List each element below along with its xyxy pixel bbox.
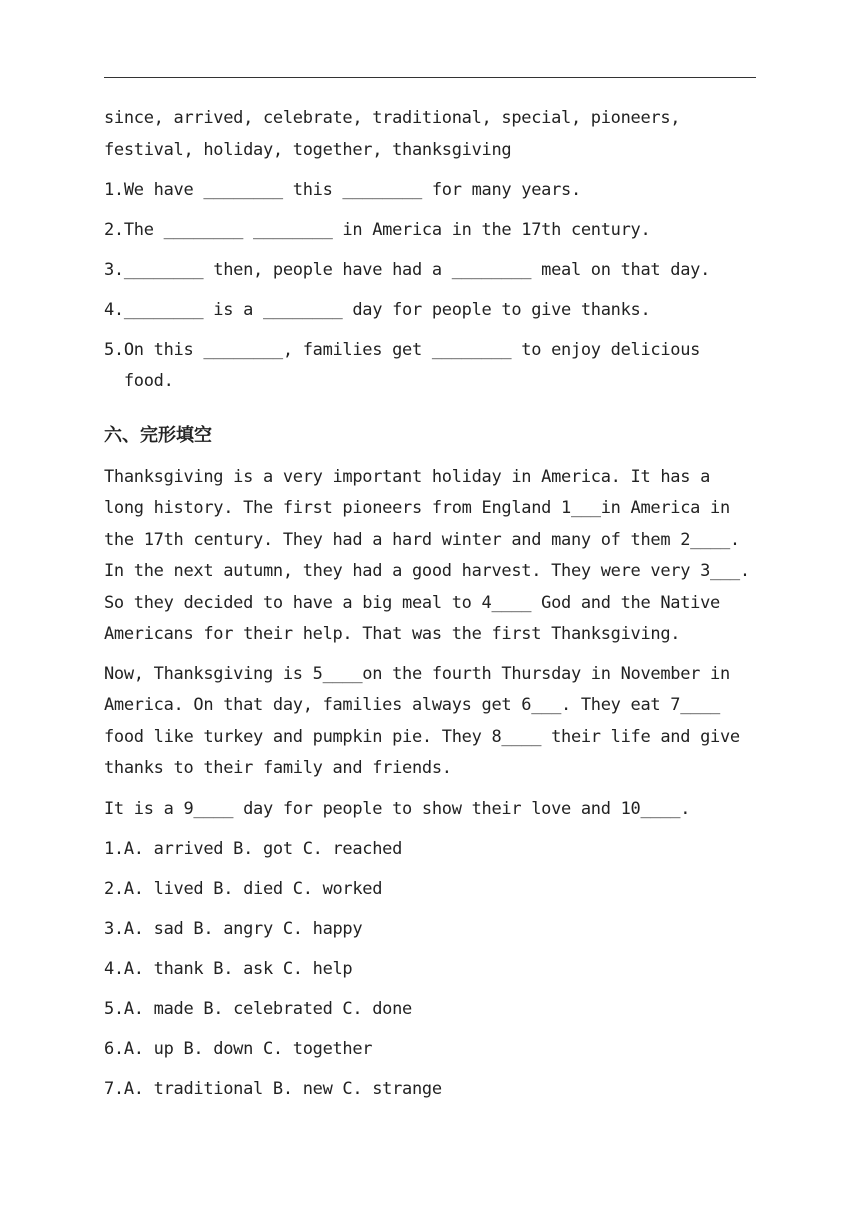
fill-blank-question: 2.The ________ ________ in America in the 17th century. xyxy=(104,220,651,240)
passage-line: Americans for their help. That was the first Thanksgiving. xyxy=(104,624,681,644)
passage-line: Now, Thanksgiving is 5____on the fourth Thursday in November in xyxy=(104,664,730,684)
option-line: 7.A. traditional B. new C. strange xyxy=(104,1079,442,1099)
passage-line: It is a 9____ day for people to show their love and 10____. xyxy=(104,799,691,819)
fill-blank-question: 1.We have ________ this ________ for many years. xyxy=(104,180,581,200)
option-line: 4.A. thank B. ask C. help xyxy=(104,959,353,979)
passage-line: America. On that day, families always get 6___. They eat 7____ xyxy=(104,695,720,715)
option-line: 5.A. made B. celebrated C. done xyxy=(104,999,412,1019)
option-line: 3.A. sad B. angry C. happy xyxy=(104,919,363,939)
word-bank-line: festival, holiday, together, thanksgiving xyxy=(104,140,512,160)
header-rule xyxy=(104,77,756,78)
fill-blank-question: 3.________ then, people have had a ________ meal on that day. xyxy=(104,260,711,280)
option-line: 2.A. lived B. died C. worked xyxy=(104,879,383,899)
passage-line: long history. The first pioneers from England 1___in America in xyxy=(104,498,730,518)
fill-blank-question: 5.On this ________, families get ________ to enjoy delicious xyxy=(104,340,701,360)
passage-line: So they decided to have a big meal to 4____ God and the Native xyxy=(104,593,720,613)
option-line: 6.A. up B. down C. together xyxy=(104,1039,373,1059)
passage-line: In the next autumn, they had a good harvest. They were very 3___. xyxy=(104,561,750,581)
option-line: 1.A. arrived B. got C. reached xyxy=(104,839,403,859)
word-bank-line: since, arrived, celebrate, traditional, special, pioneers, xyxy=(104,108,681,128)
passage-line: thanks to their family and friends. xyxy=(104,758,452,778)
fill-blank-question-continuation: food. xyxy=(104,371,174,391)
passage-line: food like turkey and pumpkin pie. They 8____ their life and give xyxy=(104,727,740,747)
passage-line: the 17th century. They had a hard winter and many of them 2____. xyxy=(104,530,740,550)
section-heading: 六、完形填空 xyxy=(104,425,212,446)
passage-line: Thanksgiving is a very important holiday in America. It has a xyxy=(104,467,711,487)
fill-blank-question: 4.________ is a ________ day for people to give thanks. xyxy=(104,300,651,320)
